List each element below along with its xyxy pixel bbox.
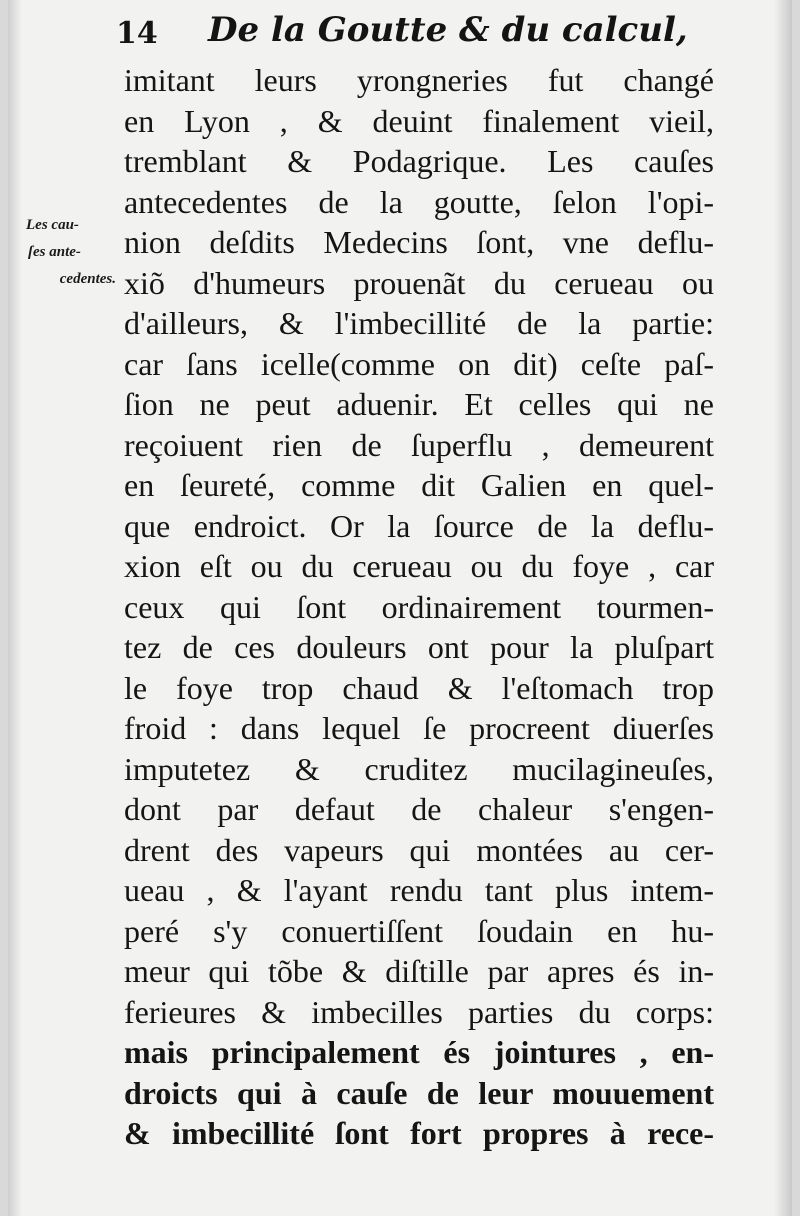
- page-header: [116, 6, 688, 56]
- body-text: [124, 60, 714, 1154]
- margin-note-line: ſes ante-: [28, 244, 81, 260]
- text-line: reçoiuent rien de ſuperflu , demeurent: [124, 426, 714, 463]
- text-line: droicts qui à cauſe de leur mouuement: [124, 1074, 714, 1111]
- text-line: en ſeureté, comme dit Galien en quel-: [124, 467, 714, 503]
- text-line: ceux qui ſont ordinairement tourmen-: [124, 588, 714, 625]
- text-line: le foye trop chaud & l'eſtomach trop: [124, 669, 714, 706]
- text-line: froid : dans lequel ſe procreent diuerſes: [124, 710, 714, 746]
- book-page: [8, 0, 792, 1216]
- text-line: que endroict. Or la ſource de la deflu-: [124, 507, 714, 544]
- text-line: xiõ d'humeurs prouenãt du cerueau ou: [124, 264, 714, 301]
- text-line: d'ailleurs, & l'imbecillité de la partie:: [124, 305, 714, 341]
- text-line: ferieures & imbecilles parties du corps:: [124, 993, 714, 1030]
- text-line: tremblant & Podagrique. Les cauſes: [124, 143, 714, 179]
- running-title: De la Goutte & du calcul,: [208, 10, 688, 50]
- margin-note-line: cedentes.: [59, 271, 116, 287]
- text-line: imputetez & cruditez mucilagineuſes,: [124, 750, 714, 787]
- text-line: & imbecillité ſont fort propres à rece-: [124, 1115, 714, 1151]
- text-line: en Lyon , & deuint finalement vieil,: [124, 102, 714, 139]
- text-line: dont par defaut de chaleur s'engen-: [124, 791, 714, 827]
- text-line: imitant leurs yrongneries fut changé: [124, 62, 714, 98]
- margin-note-line: Les cau-: [26, 217, 79, 233]
- text-line: ueau , & l'ayant rendu tant plus intem-: [124, 872, 714, 908]
- page-number: 14: [116, 16, 158, 51]
- text-line: nion deſdits Medecins ſont, vne deflu-: [124, 224, 714, 260]
- text-line: peré s'y conuertiſſent ſoudain en hu-: [124, 912, 714, 949]
- text-line: tez de ces douleurs ont pour la pluſpart: [124, 629, 714, 665]
- text-line: meur qui tõbe & diſtille par apres és in-: [124, 953, 714, 989]
- text-line: ſion ne peut aduenir. Et celles qui ne: [124, 386, 714, 422]
- text-line: drent des vapeurs qui montées au cer-: [124, 831, 714, 868]
- text-line: mais principalement és jointures , en-: [124, 1034, 714, 1070]
- text-line: xion eſt ou du cerueau ou du foye , car: [124, 548, 714, 584]
- text-line: antecedentes de la goutte, ſelon l'opi-: [124, 183, 714, 220]
- margin-note: [20, 212, 116, 293]
- text-line: car ſans icelle(comme on dit) ceſte paſ-: [124, 345, 714, 382]
